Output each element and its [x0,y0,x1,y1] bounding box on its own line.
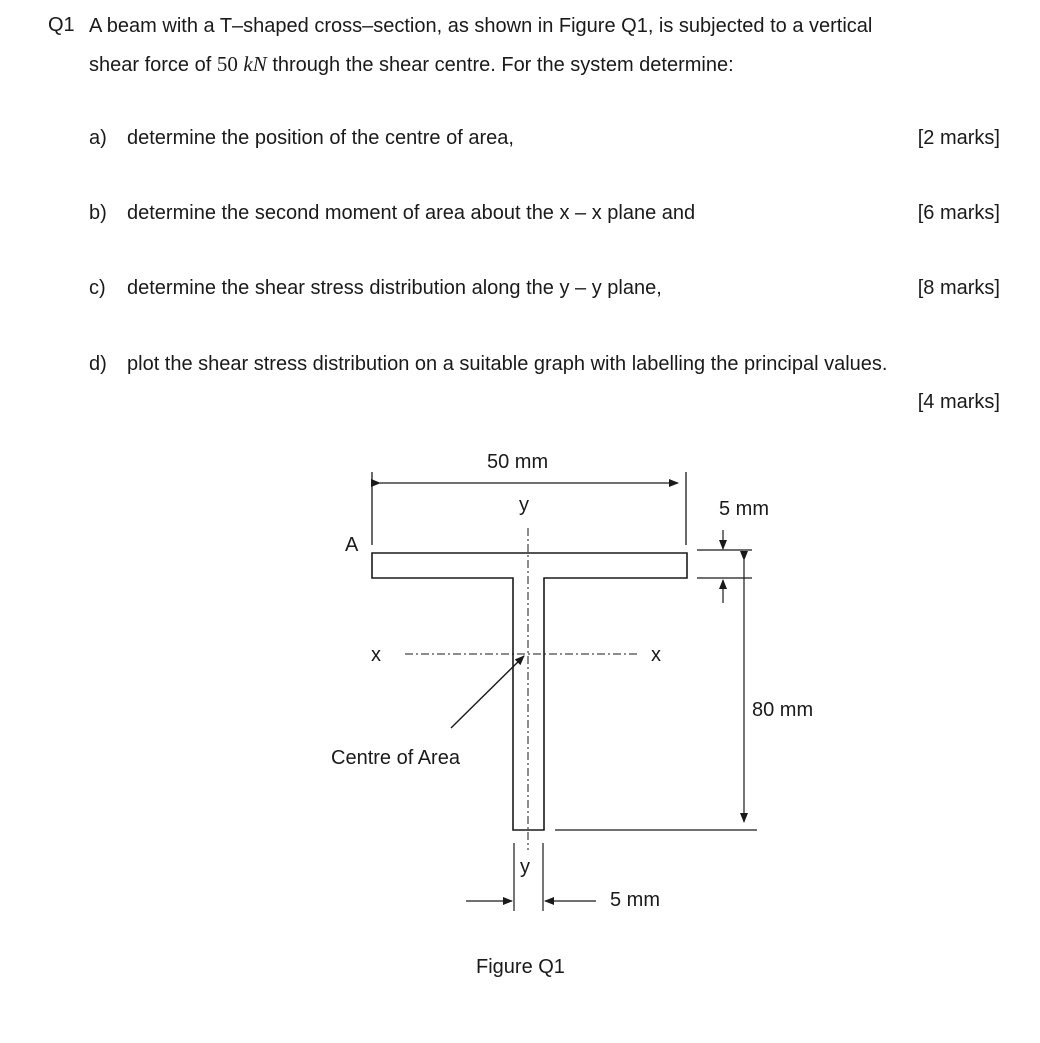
part-a-marks: [2 marks] [917,127,1000,149]
part-c-text: determine the shear stress distribution along the y – y plane, [127,277,662,299]
centroid-label: Centre of Area [331,747,460,769]
figure-caption: Figure Q1 [476,956,565,978]
shear-force-value: 50 [216,52,238,76]
part-b-label: b) [89,202,107,224]
x-axis-right-label: x [651,644,661,666]
part-a-label: a) [89,127,107,149]
t-section-outline [372,553,687,830]
part-b-text: determine the second moment of area about the x – x plane and [127,202,696,224]
point-a-label: A [345,534,359,556]
part-c-marks: [8 marks] [917,277,1000,299]
y-axis-top-label: y [519,494,529,516]
part-c-label: c) [89,277,106,299]
shear-force-unit: kN [243,52,267,76]
y-axis-bottom-label: y [520,856,530,878]
total-height-label: 80 mm [752,699,814,721]
web-thickness-label: 5 mm [610,889,660,911]
flange-thickness-label: 5 mm [719,498,769,520]
part-b-marks: [6 marks] [917,202,1000,224]
part-d-text: plot the shear stress distribution on a suitable graph with labelling the principal values. [127,353,888,375]
flange-width-label: 50 mm [487,451,549,473]
x-axis-left-label: x [371,644,381,666]
question-text-line2-prefix: shear force of [89,54,212,76]
question-text-line1: A beam with a T–shaped cross–section, as shown in Figure Q1, is subjected to a vertical [89,15,873,37]
question-text-line2-suffix: through the shear centre. For the system determine: [272,54,734,76]
part-a-text: determine the position of the centre of area, [127,127,514,149]
part-d-marks: [4 marks] [917,391,1000,413]
part-d-label: d) [89,353,107,375]
question-number: Q1 [48,14,75,36]
